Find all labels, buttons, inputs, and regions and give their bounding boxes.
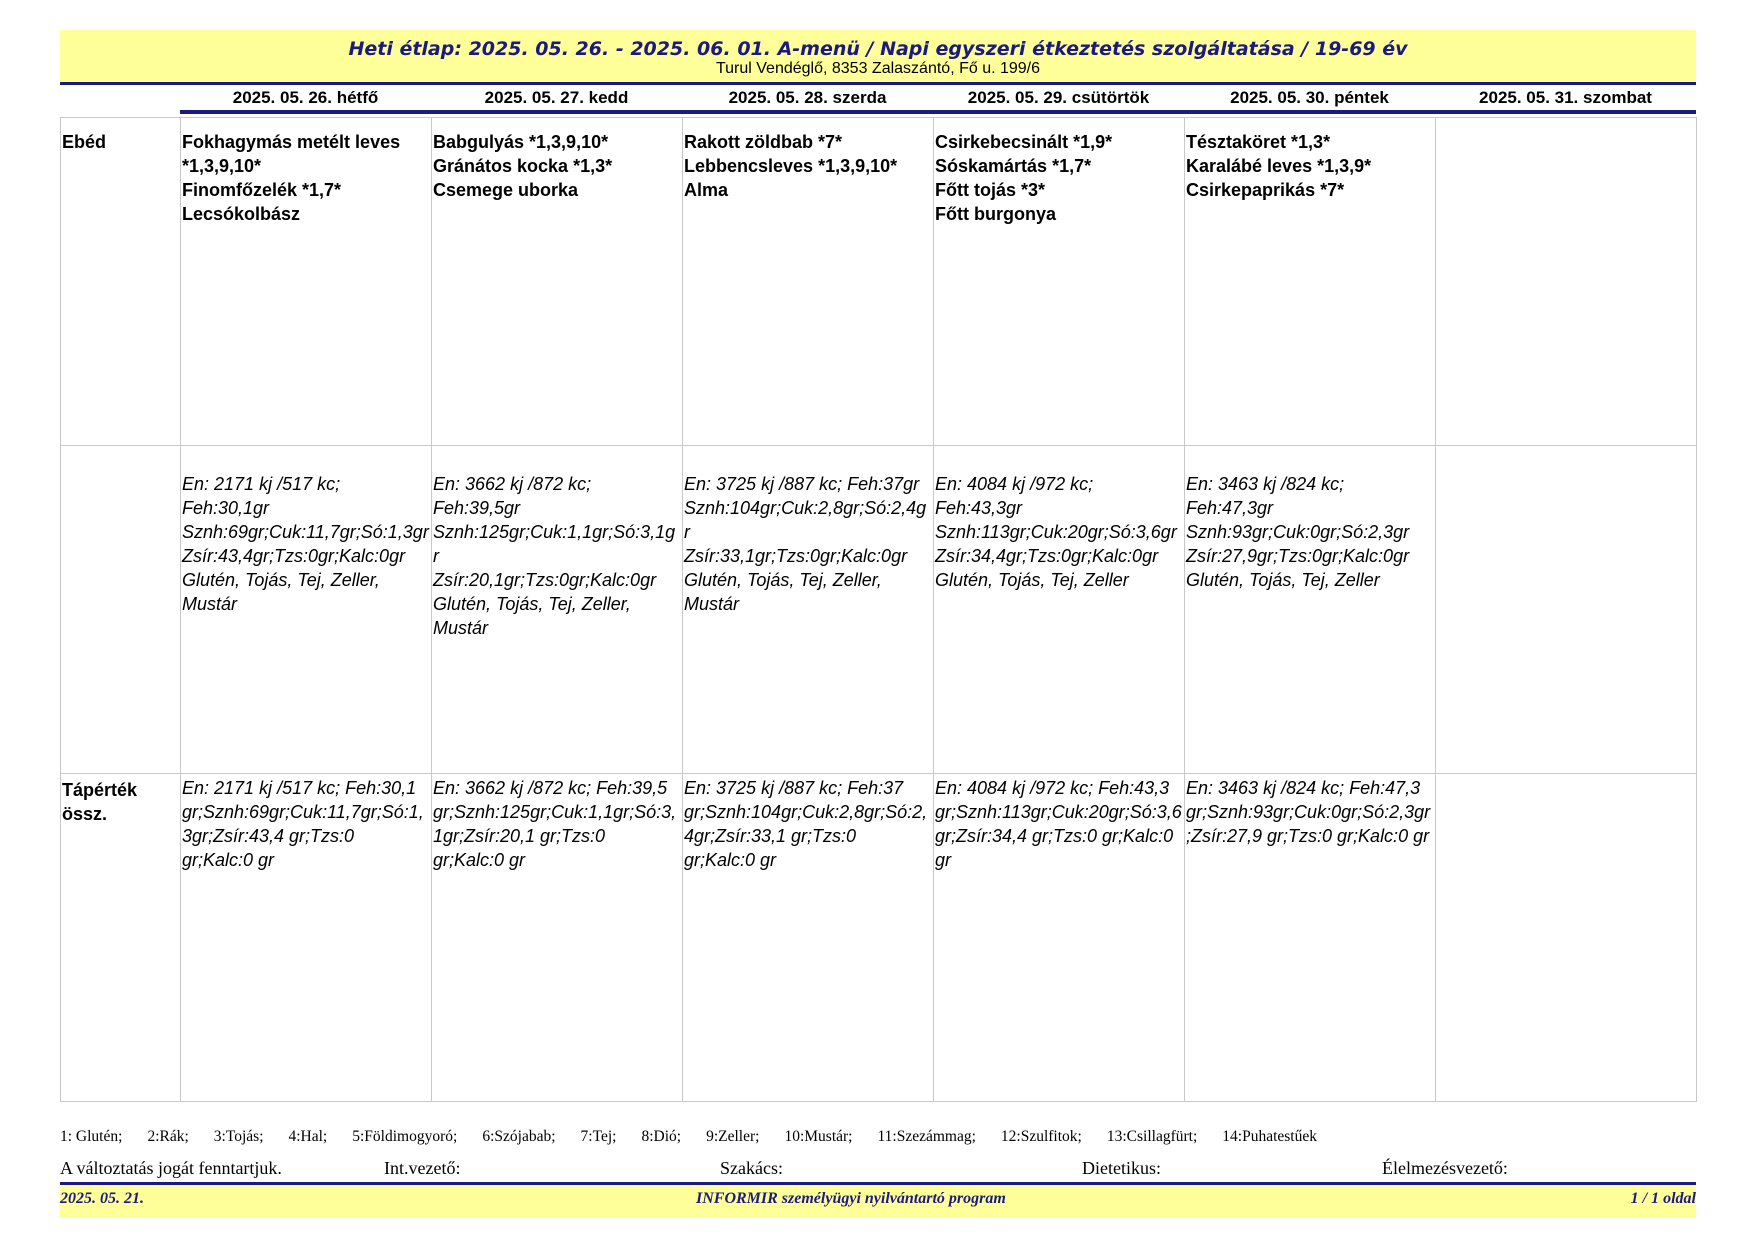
cell-line: En: 3725 kj /887 kc; Feh:37gr	[684, 474, 920, 494]
cell-line: Csirkebecsinált *1,9*	[935, 132, 1113, 152]
totals-cell: En: 4084 kj /972 kc; Feh:43,3 gr;Sznh:113gr;Cuk:20gr;Só:3,6gr;Zsír:34,4 gr;Tzs:0 gr;Kalc:0 gr	[934, 774, 1185, 1102]
cell-line: Karalábé leves *1,3,9*	[1186, 156, 1372, 176]
cell-line: Csemege uborka	[433, 180, 579, 200]
page-number: 1 / 1 oldal	[1630, 1190, 1696, 1207]
print-date: 2025. 05. 21.	[60, 1190, 144, 1207]
cell-line: Csirkepaprikás *7*	[1186, 180, 1345, 200]
cook-signature-label: Szakács:	[720, 1158, 783, 1178]
legend-item: 11:Szezámmag;	[877, 1128, 976, 1145]
day-header-saturday: 2025. 05. 31. szombat	[1479, 88, 1652, 107]
nutrition-row	[61, 446, 1697, 774]
menu-sheet	[60, 30, 1696, 1102]
totals-cell: En: 3725 kj /887 kc; Feh:37 gr;Sznh:104gr;Cuk:2,8gr;Só:2,4gr;Zsír:33,1 gr;Tzs:0 gr;Kalc:0 gr	[683, 774, 934, 1102]
cell-line: Glutén, Tojás, Tej, Zeller, Mustár	[433, 594, 631, 638]
legend-item: 12:Szulfitok;	[1000, 1128, 1082, 1145]
day-header-friday: 2025. 05. 30. péntek	[1230, 88, 1389, 107]
cell-line: Zsír:20,1gr;Tzs:0gr;Kalc:0gr	[433, 570, 657, 590]
day-header-row	[180, 85, 1696, 114]
manager-signature-label: Int.vezető:	[384, 1158, 461, 1178]
cell-line: Finomfőzelék *1,7*	[182, 180, 342, 200]
cell-line: Zsír:34,4gr;Tzs:0gr;Kalc:0gr	[935, 546, 1159, 566]
day-header-thursday: 2025. 05. 29. csütörtök	[967, 88, 1150, 107]
row-label-lunch: Ebéd	[61, 118, 181, 446]
meal-cell	[1185, 118, 1436, 446]
day-header-wednesday: 2025. 05. 28. szerda	[728, 88, 887, 107]
legend-item: 13:Csillagfürt;	[1106, 1128, 1198, 1145]
legend-item: 6:Szójabab;	[482, 1128, 556, 1145]
cell-line: Glutén, Tojás, Tej, Zeller, Mustár	[684, 570, 882, 614]
legend-item: 9:Zeller;	[706, 1128, 760, 1145]
restaurant-address: Turul Vendéglő, 8353 Zalaszántó, Fő u. 199/6	[715, 60, 1041, 77]
cell-line: Zsír:27,9gr;Tzs:0gr;Kalc:0gr	[1186, 546, 1410, 566]
allergen-legend	[60, 1128, 1696, 1146]
totals-cell	[1436, 774, 1697, 1102]
change-notice: A változtatás jogát fenntartjuk.	[60, 1158, 282, 1178]
catering-manager-signature-label: Élelmezésvezető:	[1382, 1158, 1508, 1178]
cell-line: En: 3463 kj /824 kc; Feh:47,3gr	[1186, 474, 1345, 518]
row-label-totals: Tápérték össz.	[61, 774, 181, 1102]
cell-line: Glutén, Tojás, Tej, Zeller	[1186, 570, 1380, 590]
cell-line: Fokhagymás metélt leves *1,3,9,10*	[182, 132, 401, 176]
legend-item: 5:Földimogyoró;	[352, 1128, 458, 1145]
cell-line: Zsír:43,4gr;Tzs:0gr;Kalc:0gr	[182, 546, 406, 566]
legend-item: 4:Hal;	[288, 1128, 328, 1145]
meal-cell	[181, 118, 432, 446]
cell-line: Rakott zöldbab *7*	[684, 132, 843, 152]
meal-cell	[432, 118, 683, 446]
cell-line: Tésztaköret *1,3*	[1186, 132, 1331, 152]
totals-cell: En: 2171 kj /517 kc; Feh:30,1 gr;Sznh:69gr;Cuk:11,7gr;Só:1,3gr;Zsír:43,4 gr;Tzs:0 gr;Kalc:0 gr	[181, 774, 432, 1102]
totals-row	[61, 774, 1697, 1102]
cell-line: Főtt tojás *3*	[935, 180, 1046, 200]
nutrition-cell	[683, 446, 934, 774]
cell-line: Főtt burgonya	[935, 204, 1056, 224]
cell-line: Glutén, Tojás, Tej, Zeller	[935, 570, 1129, 590]
cell-line: Zsír:33,1gr;Tzs:0gr;Kalc:0gr	[684, 546, 908, 566]
totals-cell: En: 3662 kj /872 kc; Feh:39,5 gr;Sznh:125gr;Cuk:1,1gr;Só:3,1gr;Zsír:20,1 gr;Tzs:0 gr;Kalc:0 gr	[432, 774, 683, 1102]
cell-line: Sóskamártás *1,7*	[935, 156, 1092, 176]
legend-item: 7:Tej;	[580, 1128, 617, 1145]
cell-line: En: 2171 kj /517 kc; Feh:30,1gr	[182, 474, 341, 518]
menu-table	[60, 117, 1697, 1102]
cell-line: Sznh:104gr;Cuk:2,8gr;Só:2,4gr	[684, 498, 927, 542]
totals-cell: En: 3463 kj /824 kc; Feh:47,3 gr;Sznh:93gr;Cuk:0gr;Só:2,3gr;Zsír:27,9 gr;Tzs:0 gr;Kalc:0 gr	[1185, 774, 1436, 1102]
day-header-tuesday: 2025. 05. 27. kedd	[484, 88, 629, 107]
cell-line: Gránátos kocka *1,3*	[433, 156, 613, 176]
cell-line: Glutén, Tojás, Tej, Zeller, Mustár	[182, 570, 380, 614]
cell-line: Babgulyás *1,3,9,10*	[433, 132, 609, 152]
header-band	[60, 30, 1696, 85]
meal-cell	[1436, 118, 1697, 446]
nutrition-cell	[934, 446, 1185, 774]
cell-line: En: 4084 kj /972 kc; Feh:43,3gr	[935, 474, 1094, 518]
page-title: Heti étlap: 2025. 05. 26. - 2025. 06. 01. A-menü / Napi egyszeri étkeztetés szolgáltatása / 19-69 év	[348, 38, 1408, 60]
legend-item: 10:Mustár;	[784, 1128, 853, 1145]
nutrition-cell	[1185, 446, 1436, 774]
cell-line: Sznh:93gr;Cuk:0gr;Só:2,3gr	[1186, 522, 1410, 542]
legend-item: 14:Puhatestűek	[1222, 1128, 1317, 1145]
cell-line: En: 3662 kj /872 kc; Feh:39,5gr	[433, 474, 592, 518]
day-header-monday: 2025. 05. 26. hétfő	[232, 88, 379, 107]
lunch-row	[61, 118, 1697, 446]
cell-line: Sznh:125gr;Cuk:1,1gr;Só:3,1gr	[433, 522, 676, 566]
row-label-empty	[61, 446, 181, 774]
footer-band	[60, 1182, 1696, 1218]
nutrition-cell	[181, 446, 432, 774]
cell-line: Lecsókolbász	[182, 204, 301, 224]
legend-item: 1: Glutén;	[60, 1128, 123, 1145]
meal-cell	[683, 118, 934, 446]
legend-item: 8:Dió;	[641, 1128, 682, 1145]
cell-line: Sznh:113gr;Cuk:20gr;Só:3,6gr	[935, 522, 1177, 542]
program-name: INFORMIR személyügyi nyilvántartó program	[696, 1190, 1006, 1207]
meal-cell	[934, 118, 1185, 446]
cell-line: Sznh:69gr;Cuk:11,7gr;Só:1,3gr	[182, 522, 429, 542]
nutrition-cell	[432, 446, 683, 774]
signature-row	[60, 1158, 1696, 1180]
cell-line: Alma	[684, 180, 729, 200]
dietitian-signature-label: Dietetikus:	[1082, 1158, 1161, 1178]
nutrition-cell	[1436, 446, 1697, 774]
cell-line: Lebbencsleves *1,3,9,10*	[684, 156, 898, 176]
legend-item: 3:Tojás;	[213, 1128, 264, 1145]
legend-item: 2:Rák;	[147, 1128, 189, 1145]
